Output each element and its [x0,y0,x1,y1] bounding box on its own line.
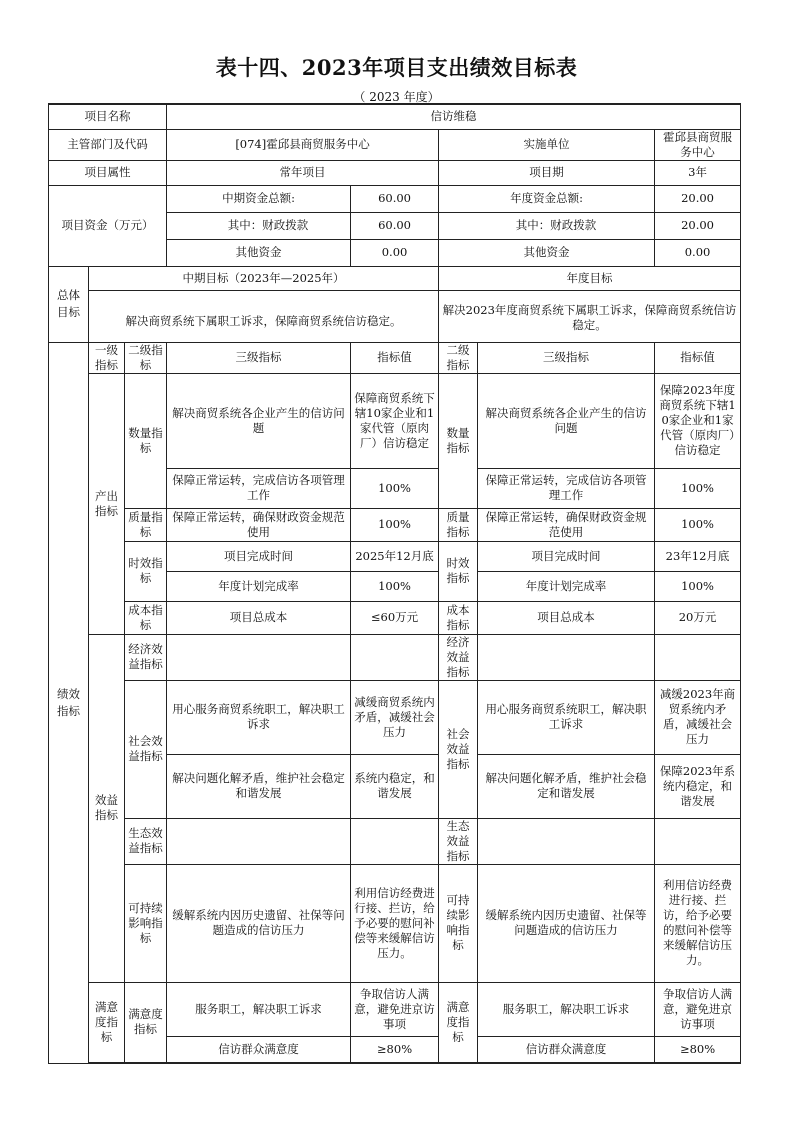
c-l3-year: 项目总成本 [478,601,655,634]
m2-val-year: ≥80% [655,1036,741,1063]
mid-total-value: 60.00 [351,185,439,212]
econ-l3-year [478,634,655,680]
s1-val-mid: 减缓商贸系统内矛盾，减缓社会压力 [351,680,439,754]
cat-satisfaction: 满意度指标 [89,982,125,1063]
su-val-mid: 利用信访经费进行接、拦访，给予必要的慰问补偿等来缓解信访压力。 [351,864,439,982]
m1-l3-mid: 服务职工，解决职工诉求 [167,982,351,1036]
cat-output: 产出指标 [89,373,125,634]
cat-time-year: 时效指标 [439,541,478,601]
cat-cost-mid: 成本指标 [125,601,167,634]
mid-other-value: 0.00 [351,239,439,266]
year-fiscal-value: 20.00 [655,212,741,239]
attr-label: 项目属性 [49,160,167,185]
cat-quantity-mid: 数量指标 [125,373,167,508]
t1-l3-mid: 项目完成时间 [167,541,351,571]
s2-l3-mid: 解决问题化解矛盾，维护社会稳定和谐发展 [167,754,351,818]
cat-economic-mid: 经济效益指标 [125,634,167,680]
page-title: 表十四、2023年项目支出绩效目标表 [215,55,578,80]
funds-label: 项目资金（万元） [49,185,167,266]
t2-l3-mid: 年度计划完成率 [167,571,351,601]
dept-label: 主管部门及代码 [49,129,167,160]
econ-l3-mid [167,634,351,680]
su-val-year: 利用信访经费进行接、拦访，给予必要的慰问补偿等来缓解信访压力。 [655,864,741,982]
m1-l3-year: 服务职工，解决职工诉求 [478,982,655,1036]
t2-val-year: 100% [655,571,741,601]
year-total-label: 年度资金总额: [439,185,655,212]
t2-val-mid: 100% [351,571,439,601]
cat-quantity-year: 数量指标 [439,373,478,508]
qu-l3-mid: 保障正常运转，确保财政资金规范使用 [167,508,351,541]
l1-header: 一级指标 [89,342,125,373]
cat-quality-year: 质量指标 [439,508,478,541]
eco-l3-year [478,818,655,864]
l3-header-year: 三级指标 [478,342,655,373]
s2-val-year: 保障2023年系统内稳定，和谐发展 [655,754,741,818]
year-fiscal-label: 其中：财政拨款 [439,212,655,239]
qu-l3-year: 保障正常运转，确保财政资金规范使用 [478,508,655,541]
year-other-label: 其他资金 [439,239,655,266]
c-l3-mid: 项目总成本 [167,601,351,634]
econ-val-mid [351,634,439,680]
eco-val-mid [351,818,439,864]
goals-label: 总体目标 [49,266,89,342]
q2-val-year: 100% [655,468,741,508]
project-name-value: 信访维稳 [167,104,741,129]
q1-val-mid: 保障商贸系统下辖10家企业和1家代管（原肉厂）信访稳定 [351,373,439,468]
year-goal-header: 年度目标 [439,266,741,290]
t1-val-year: 23年12月底 [655,541,741,571]
m2-l3-year: 信访群众满意度 [478,1036,655,1063]
q2-val-mid: 100% [351,468,439,508]
cat-time-mid: 时效指标 [125,541,167,601]
l3-header-mid: 三级指标 [167,342,351,373]
dept-value: [074]霍邱县商贸服务中心 [167,129,439,160]
eco-val-year [655,818,741,864]
year-other-value: 0.00 [655,239,741,266]
q2-l3-mid: 保障正常运转，完成信访各项管理工作 [167,468,351,508]
su-l3-mid: 缓解系统内因历史遗留、社保等问题造成的信访压力 [167,864,351,982]
l2-header-mid: 二级指标 [125,342,167,373]
cat-eco-year: 生态效益指标 [439,818,478,864]
m1-val-year: 争取信访人满意，避免进京访事项 [655,982,741,1036]
cat-eco-mid: 生态效益指标 [125,818,167,864]
s1-val-year: 减缓2023年商贸系统内矛盾，减缓社会压力 [655,680,741,754]
cat-sustain-year: 可持续影响指标 [439,864,478,982]
year-line: （ 2023 年度） [353,90,440,104]
econ-val-year [655,634,741,680]
s2-l3-year: 解决问题化解矛盾，维护社会稳定和谐发展 [478,754,655,818]
cat-economic-year: 经济效益指标 [439,634,478,680]
perf-label: 绩效指标 [49,342,89,1063]
year-goal-text: 解决2023年度商贸系统下属职工诉求，保障商贸系统信访稳定。 [439,290,741,342]
performance-table [48,103,741,1064]
t2-l3-year: 年度计划完成率 [478,571,655,601]
mid-total-label: 中期资金总额: [167,185,351,212]
cat-satisfaction-year: 满意度指标 [439,982,478,1063]
mid-fiscal-label: 其中：财政拨款 [167,212,351,239]
q1-l3-mid: 解决商贸系统各企业产生的信访问题 [167,373,351,468]
s1-l3-mid: 用心服务商贸系统职工，解决职工诉求 [167,680,351,754]
m2-l3-mid: 信访群众满意度 [167,1036,351,1063]
m2-val-mid: ≥80% [351,1036,439,1063]
c-val-year: 20万元 [655,601,741,634]
cat-social-year: 社会效益指标 [439,680,478,818]
attr-value: 常年项目 [167,160,439,185]
val-header-year: 指标值 [655,342,741,373]
impl-label: 实施单位 [439,129,655,160]
cat-satisfaction-mid: 满意度指标 [125,982,167,1063]
year-total-value: 20.00 [655,185,741,212]
q2-l3-year: 保障正常运转，完成信访各项管理工作 [478,468,655,508]
m1-val-mid: 争取信访人满意，避免进京访事项 [351,982,439,1036]
cat-quality-mid: 质量指标 [125,508,167,541]
period-label: 项目期 [439,160,655,185]
q1-val-year: 保障2023年度商贸系统下辖10家企业和1家代管（原肉厂）信访稳定 [655,373,741,468]
l2-header-year: 二级指标 [439,342,478,373]
c-val-mid: ≤60万元 [351,601,439,634]
period-value: 3年 [655,160,741,185]
q1-l3-year: 解决商贸系统各企业产生的信访问题 [478,373,655,468]
su-l3-year: 缓解系统内因历史遗留、社保等问题造成的信访压力 [478,864,655,982]
mid-goal-header: 中期目标（2023年—2025年） [89,266,439,290]
impl-value: 霍邱县商贸服务中心 [655,129,741,160]
cat-sustain-mid: 可持续影响指标 [125,864,167,982]
s2-val-mid: 系统内稳定，和谐发展 [351,754,439,818]
mid-other-label: 其他资金 [167,239,351,266]
cat-cost-year: 成本指标 [439,601,478,634]
cat-benefit: 效益指标 [89,634,125,982]
cat-social-mid: 社会效益指标 [125,680,167,818]
val-header-mid: 指标值 [351,342,439,373]
mid-goal-text: 解决商贸系统下属职工诉求，保障商贸系统信访稳定。 [89,290,439,342]
s1-l3-year: 用心服务商贸系统职工，解决职工诉求 [478,680,655,754]
qu-val-year: 100% [655,508,741,541]
t1-val-mid: 2025年12月底 [351,541,439,571]
eco-l3-mid [167,818,351,864]
project-name-label: 项目名称 [49,104,167,129]
qu-val-mid: 100% [351,508,439,541]
mid-fiscal-value: 60.00 [351,212,439,239]
t1-l3-year: 项目完成时间 [478,541,655,571]
